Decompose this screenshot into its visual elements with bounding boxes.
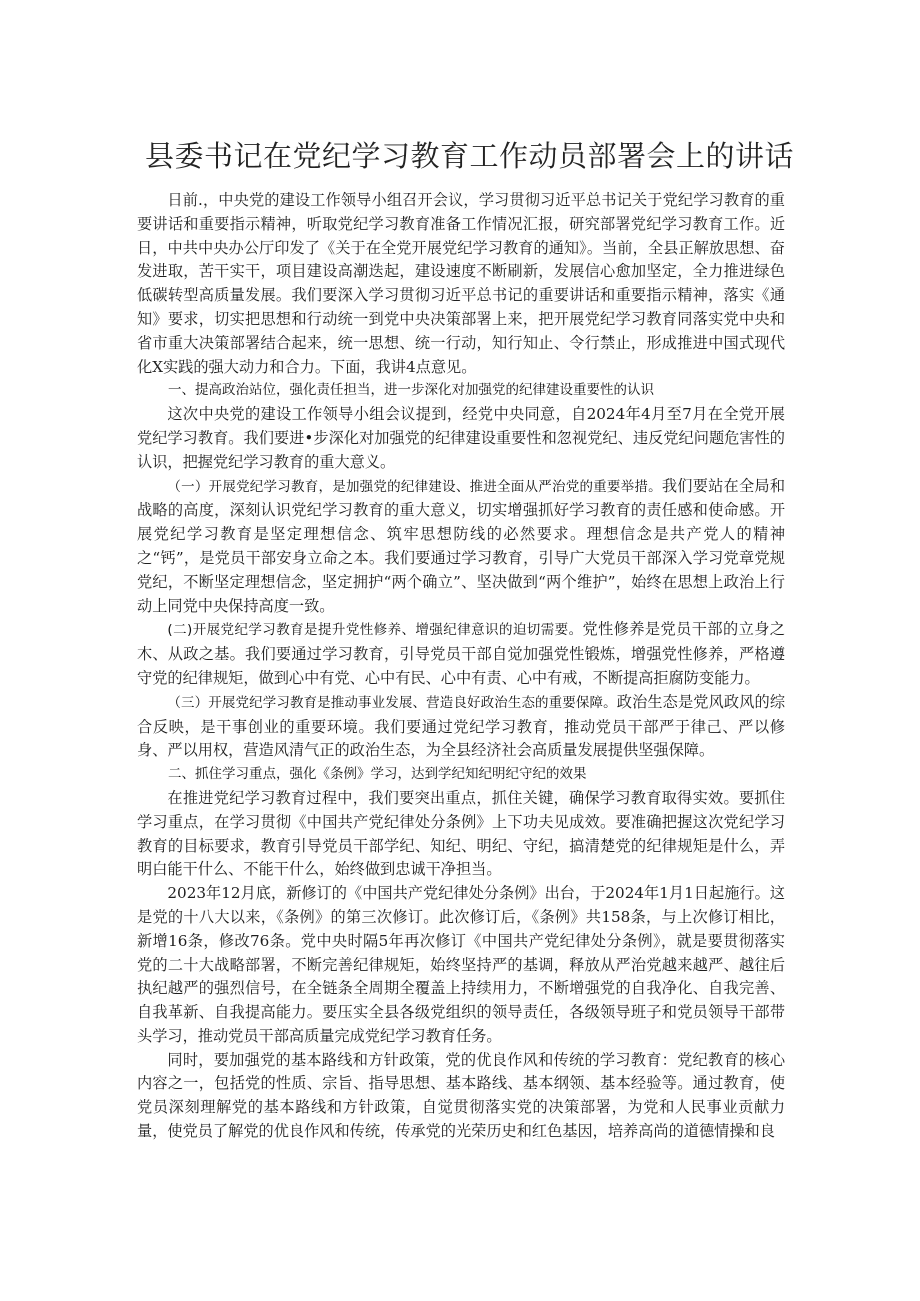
- subsection2-lead: (二)开展党纪学习教育是提升党性修养、增强纪律意识的迫切需要。: [167, 622, 583, 639]
- subsection2-paragraph: [137, 618, 785, 690]
- document-body: [137, 189, 785, 1144]
- section2-paragraph-2: 2023年12月底，新修订的《中国共产党纪律处分条例》出台，于2024年1月1日起施行。这是党的十八大以来，《条例》的第三次修订。此次修订后，《条例》共158条，与上次修订相比，新增16条，修改76条。党中央时隔5年再次修订《中国共产党纪律处分条例》，就是要贯彻落实党的二十大战略部署，不断完善纪律规矩，始终坚持严的基调，释放从严治党越来越严、越往后执纪越严的强烈信号，在全链条全周期全覆盖上持续用力，不断增强党的自我净化、自我完善、自我革新、自我提高能力。要压实全县各级党组织的领导责任，各级领导班子和党员领导干部带头学习，推动党员干部高质量完成党纪学习教育任务。: [137, 884, 785, 1045]
- section-heading-2: 二、抓住学习重点，强化《条例》学习，达到学纪知纪明纪守纪的效果: [168, 766, 587, 783]
- section1-paragraph: 这次中央党的建设工作领导小组会议提到，经党中央同意，自2024年4月至7月在全党开展党纪学习教育。我们要进•步深化对加强党的纪律建设重要性和忽视党纪、违反党纪问题危害性的认识，把握党纪学习教育的重大意义。: [137, 405, 785, 471]
- section-heading-1: 一、提高政治站位，强化责任担当，进一步深化对加强党的纪律建设重要性的认识: [168, 382, 655, 399]
- subsection1-body: 我们要站在全局和战略的高度，深刻认识党纪学习教育的重大意义，切实增强抓好学习教育的责任感和使命感。开展党纪学习教育是坚定理想信念、筑牢思想防线的必然要求。理想信念是共产党人的精神之“钙”，是党员干部安身立命之本。我们要通过学习教育，引导广大党员干部深入学习党章党规党纪，不断坚定理想信念，坚定拥护“两个确立”、坚决做到“两个维护”，始终在思想上政治上行动上同党中央保持高度一致。: [137, 476, 786, 615]
- section2-paragraph-3: 同时，要加强党的基本路线和方针政策，党的优良作风和传统的学习教育：党纪教育的核心内容之一，包括党的性质、宗旨、指导思想、基本路线、基本纲领、基本经验等。通过教育，使党员深刻理解党的基本路线和方针政策，自觉贯彻落实党的决策部署，为党和人民事业贡献力量，使党员了解党的优良作风和传统，传承党的光荣历史和红色基因，培养高尚的道德情操和良: [137, 1050, 785, 1141]
- intro-paragraph: 日前.，中央党的建设工作领导小组召开会议，学习贯彻习近平总书记关于党纪学习教育的重要讲话和重要指示精神，听取党纪学习教育准备工作情况汇报，研究部署党纪学习教育工作。近日，中共中央办公厅印发了《关于在全党开展党纪学习教育的通知》。当前，全县正解放思想、奋发进取，苦干实干，项目建设高潮迭起，建设速度不断刷新，发展信心愈加坚定，全力推进绿色低碳转型高质量发展。我们要深入学习贯彻习近平总书记的重要讲话和重要指示精神，落实《通知》要求，切实把思想和行动统一到党中央决策部署上来，把开展党纪学习教育同落实党中央和省市重大决策部署结合起来，统一思想、统一行动，知行知止、令行禁止，形成推进中国式现代化X实践的强大动力和合力。下面，我讲4点意见。: [137, 191, 785, 376]
- document-title: 县委书记在党纪学习教育工作动员部署会上的讲话: [145, 139, 795, 173]
- subsection3-paragraph: [137, 691, 785, 763]
- subsection1-lead: （一）开展党纪学习教育，是加强党的纪律建设、推进全面从严治党的重要举措。: [167, 478, 662, 495]
- subsection3-body: 政治生态是党风政风的综合反映，是干事创业的重要环境。我们要通过党纪学习教育，推动党员干部严于律己、严以修身、严以用权，营造风清气正的政治生态，为全县经济社会高质量发展提供坚强保障。: [137, 692, 786, 760]
- subsection1-paragraph: [137, 475, 785, 619]
- section2-paragraph-1: 在推进党纪学习教育过程中，我们要突出重点，抓住关键，确保学习教育取得实效。要抓住学习重点，在学习贯彻《中国共产党纪律处分条例》上下功夫见成效。要准确把握这次党纪学习教育的目标要求，教育引导党员干部学纪、知纪、明纪、守纪，搞清楚党的纪律规矩是什么，弄明白能干什么、不能干什么，始终做到忠诚干净担当。: [137, 788, 785, 879]
- subsection3-lead: （三）开展党纪学习教育是推动事业发展、营造良好政治生态的重要保障。: [167, 694, 617, 711]
- subsection2-body: 党性修养是党员干部的立身之木、从政之基。我们要通过学习教育，引导党员干部自觉加强党性锻炼，增强党性修养，严格遵守党的纪律规矩，做到心中有党、心中有民、心中有责、心中有戒，不断提高拒腐防变能力。: [137, 620, 785, 687]
